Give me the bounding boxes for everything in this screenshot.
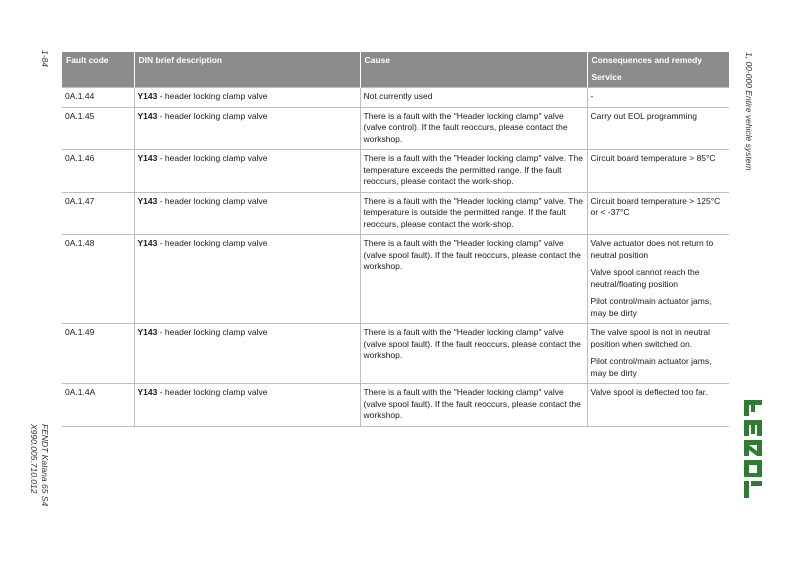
consequences-cell: [587, 192, 729, 235]
cause-cell: There is a fault with the "Header locking clamp" valve (valve control). If the fault reoccurs, please contact the workshop.: [360, 107, 587, 150]
component-description: - header locking clamp valve: [157, 110, 268, 121]
table-header-row: [62, 52, 729, 88]
component-description: - header locking clamp valve: [157, 327, 268, 337]
table-row: [62, 324, 729, 384]
fault-code-cell: 0A.1.4A: [62, 384, 134, 427]
cause-cell: There is a fault with the "Header locking clamp" valve (valve spool fault). If the fault reoccurs, please contact the workshop.: [360, 235, 587, 324]
consequences-cell: [587, 384, 729, 427]
consequence-text: Pilot control/main actuator jams, may be dirty: [590, 296, 712, 318]
header-consequences-label: Consequences and remedy: [591, 55, 703, 65]
consequences-cell: [587, 150, 729, 193]
component-code: Y143: [137, 110, 158, 121]
consequences-cell: [587, 324, 729, 384]
consequence-text: Valve spool is deflected too far.: [590, 387, 708, 397]
table-row: [62, 235, 729, 324]
din-description-cell: [134, 235, 360, 324]
cause-cell: Not currently used: [360, 88, 587, 108]
consequences-cell: [587, 235, 729, 324]
cause-cell: There is a fault with the "Header locking clamp" valve (valve spool fault). If the fault reoccurs, please contact the workshop.: [360, 384, 587, 427]
din-description-cell: [134, 150, 360, 193]
fault-code-table: [62, 52, 729, 427]
header-din-description: DIN brief description: [134, 52, 360, 88]
component-description: - header locking clamp valve: [157, 387, 268, 397]
header-service-label: Service: [591, 71, 622, 82]
din-description-cell: [134, 107, 360, 150]
cause-cell: There is a fault with the "Header locking clamp" valve (valve spool fault). If the fault reoccurs, please contact the workshop.: [360, 324, 587, 384]
din-description-cell: [134, 324, 360, 384]
cause-cell: There is a fault with the "Header locking clamp" valve. The temperature exceeds the permitted range. If the fault reoccurs, please contact the work-shop.: [360, 150, 587, 193]
cause-cell: There is a fault with the "Header locking clamp" valve. The temperature is outside the permitted range. If the fault reoccurs, please contact the work-shop.: [360, 192, 587, 235]
page-number: 1-84: [40, 50, 50, 68]
footer-part-number: X990.005.710.012: [29, 424, 39, 494]
fendt-logo: [742, 398, 764, 500]
component-code: Y143: [137, 153, 158, 163]
table-row: [62, 107, 729, 150]
footer-model: FENDT Katana 65 S4: [40, 424, 50, 507]
consequence-text: Circuit board temperature > 85°C: [590, 153, 716, 163]
component-code: Y143: [137, 327, 158, 337]
fault-code-cell: 0A.1.48: [62, 235, 134, 324]
fault-code-cell: 0A.1.45: [62, 107, 134, 150]
consequences-cell: [587, 88, 729, 108]
component-description: - header locking clamp valve: [157, 91, 268, 101]
table-row: [62, 192, 729, 235]
consequence-text: Pilot control/main actuator jams, may be dirty: [590, 356, 712, 378]
table-row: [62, 384, 729, 427]
header-consequences: [587, 52, 729, 88]
component-description: - header locking clamp valve: [157, 195, 268, 206]
din-description-cell: [134, 88, 360, 108]
component-code: Y143: [137, 91, 158, 101]
component-code: Y143: [137, 238, 158, 248]
consequences-cell: [587, 107, 729, 150]
table-row: [62, 150, 729, 193]
din-description-cell: [134, 192, 360, 235]
fault-code-cell: 0A.1.47: [62, 192, 134, 235]
component-code: Y143: [137, 387, 158, 397]
header-fault-code: Fault code: [62, 52, 134, 88]
left-margin: [20, 0, 50, 562]
consequence-text: Valve actuator does not return to neutral position: [590, 238, 714, 260]
fault-code-cell: 0A.1.46: [62, 150, 134, 193]
consequence-text: The valve spool is not in neutral position when switched on.: [590, 327, 711, 349]
fault-code-cell: 0A.1.49: [62, 324, 134, 384]
section-title: 1, 00-000 Entire vehicle system: [744, 52, 754, 171]
table-row: [62, 88, 729, 108]
consequence-text: -: [590, 91, 594, 101]
consequence-text: Valve spool cannot reach the neutral/floating position: [590, 267, 700, 289]
consequence-text: Carry out EOL programming: [590, 110, 697, 121]
component-description: - header locking clamp valve: [157, 153, 268, 163]
component-description: - header locking clamp valve: [157, 238, 268, 248]
consequence-text: Circuit board temperature > 125°C or < -37°C: [590, 195, 721, 217]
header-cause: Cause: [360, 52, 587, 88]
din-description-cell: [134, 384, 360, 427]
fault-code-cell: 0A.1.44: [62, 88, 134, 108]
component-code: Y143: [137, 195, 158, 206]
